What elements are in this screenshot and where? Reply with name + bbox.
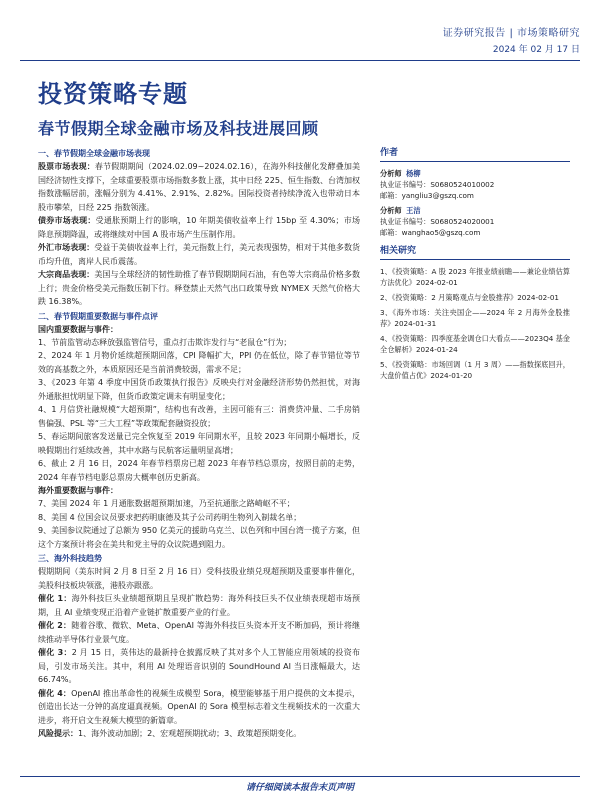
report-header [0, 0, 600, 70]
related-item-1[interactable]: 1、《投资策略：A 股 2023 年报业绩前瞻——兼论业绩估算方法优化》2024-02-01 [380, 267, 570, 287]
subheading-overseas: 海外重要数据与事件： [38, 486, 118, 495]
analyst-2-email[interactable]: 邮箱：wanghao5@gszq.com [380, 228, 481, 237]
domestic-item-2: 2、2024 年 1 月物价延续超预期回落，CPI 降幅扩大，PPI 仍在低位，除了春节错位等节效的高基数之外，本质原因还是当前消费较弱，需求不足； [38, 351, 360, 374]
catalyst-1-lead: 催化 1： [38, 594, 72, 603]
analyst-1-email[interactable]: 邮箱：yangliu3@gszq.com [380, 191, 474, 200]
header-divider [20, 60, 580, 61]
catalyst-4-text: OpenAI 推出革命性的视频生成模型 Sora，模型能够基于用户提供的文本提示，创造出长达一分钟的高度逼真视频。OpenAI 的 Sora 模型标志着文生视频技术的一次重大进步，将开启文生视频大模型的新篇章。 [38, 688, 360, 725]
related-item-2[interactable]: 2、《投资策略：2 月策略观点与金股推荐》2024-02-01 [380, 293, 559, 302]
catalyst-2-text: 随着谷歌、微软、Meta、OpenAI 等海外科技巨头资本开支不断加码，预计将继续推动半导体行业景气度。 [38, 621, 360, 644]
catalyst-2 [38, 619, 360, 646]
report-date: 2024 年 02 月 17 日 [492, 45, 580, 55]
catalyst-4-lead: 催化 4： [38, 688, 72, 698]
section-heading-3: 三、海外科技趋势 [38, 554, 102, 563]
domestic-item-6: 6、截止 2 月 16 日，2024 年春节档票房已超 2023 年春节档总票房，按照目前的走势，2024 年春节档电影总票房大概率创历史新高。 [38, 459, 360, 482]
domestic-item-1: 1、节前监管动态释放强监管信号，重点打击欺诈发行与“老鼠仓”行为； [38, 337, 292, 347]
report-subtitle: 春节假期全球金融市场及科技进展回顾 [38, 119, 319, 138]
lead-fx: 外汇市场表现： [38, 243, 95, 252]
lead-bond: 债券市场表现： [38, 216, 96, 225]
domestic-item-4: 4、1 月信贷社融规模“大超预期”，结构也有改善，主因可能有三：消费贷冲量、二手房销售偏强、PSL 等“三大工程”等政策配套融资投放； [38, 405, 360, 428]
paragraph-bond [38, 214, 360, 241]
catalyst-1-text: 海外科技巨头业绩超预期且呈现扩散趋势：海外科技巨头不仅业绩表现超市场预期，且 AI 业绩变现正沿着产业链扩散重要产业的行业。 [38, 594, 360, 617]
authors-heading: 作者 [380, 148, 570, 162]
overseas-item-8: 8、美国 4 位国会议员要求把药明康德及其子公司药明生物列入制裁名单； [38, 512, 302, 522]
analyst-1-cert: 执业证书编号：S0680524010002 [380, 180, 495, 189]
analyst-2 [380, 205, 570, 238]
analyst-1-name: 杨柳 [406, 169, 421, 178]
analyst-2-name: 王洁 [406, 206, 421, 215]
main-column [38, 146, 360, 741]
catalyst-1 [38, 592, 360, 619]
catalyst-2-lead: 催化 2： [38, 621, 72, 630]
related-item-4[interactable]: 4、《投资策略：四季度基金调仓口大看点——2023Q4 基金全仓解析》2024-01-24 [380, 334, 570, 354]
related-heading: 相关研究 [380, 246, 570, 260]
overseas-item-9: 9、美国参议院通过了总额为 950 亿美元的援助乌克兰、以色列和中国台湾一揽子方案，但这个方案预计将会在美共和党主导的众议院遇到阻力。 [38, 526, 360, 549]
report-title: 投资策略专题 [38, 80, 188, 108]
domestic-item-5: 5、春运期间旅客发送量已完全恢复至 2019 年同期水平，且较 2023 年同期小幅增长，反映假期出行延续改善，其中水路与民航客运量明显高增； [38, 432, 360, 455]
analyst-1 [380, 168, 570, 201]
overseas-item-7: 7、美国 2024 年 1 月通胀数据超预期加速，乃至抗通胀之路崎岖不平； [38, 499, 295, 508]
subheading-domestic: 国内重要数据与事件： [38, 324, 118, 334]
section-heading-2: 二、春节假期重要数据与事件点评 [38, 311, 158, 321]
analyst-2-role: 分析师 [380, 206, 402, 215]
related-item-3[interactable]: 3、《海外市场：关注央国企——2024 年 2 月海外金股推荐》2024-01-31 [380, 308, 570, 328]
paragraph-stock [38, 160, 360, 214]
sidebar [380, 148, 570, 385]
lead-commodity: 大宗商品表现： [38, 270, 95, 279]
doc-type: 证券研究报告 | 市场策略研究 [442, 28, 580, 39]
footer-divider [20, 776, 580, 777]
text-fx: 受益于美债收益率上行，美元指数上行，美元表现强势，相对于其他多数货币均升值，离岸人民币震荡。 [38, 243, 360, 266]
lead-stock: 股票市场表现： [38, 162, 95, 171]
text-bond: 受通胀预期上行的影响，10 年期美债收益率上行 15bp 至 4.30%；市场降息预期降温，或将继续对中国 A 股市场产生压制作用。 [38, 216, 360, 239]
footer-disclaimer: 请仔细阅读本报告末页声明 [245, 783, 354, 793]
paragraph-fx [38, 241, 360, 268]
catalyst-3-lead: 催化 3： [38, 648, 72, 657]
paragraph-commodity [38, 268, 360, 309]
related-item-5[interactable]: 5、《投资策略：市场回调（1 月 3 周）——指数探底回升，大盘价值占优》2024-01-20 [380, 360, 570, 380]
section-heading-1: 一、春节假期全球金融市场表现 [38, 149, 150, 158]
catalyst-3 [38, 646, 360, 687]
text-stock: 春节假期期间（2024.02.09~2024.02.16），在海外科技催化发酵叠加美国经济韧性支撑下，全球重要股票市场指数多数上涨，其中日经 225、恒生指数、台湾加权指数涨幅居前，涨幅分别为 4.41%、2.91%、2.82%。国际投资者持续净流入也带动日本股市攀荣，日经 225 指数领涨。 [38, 162, 360, 212]
risk-text: 1、海外波动加剧；2、宏观超预期扰动；3、政策超预期变化。 [78, 729, 302, 738]
domestic-item-3: 3、《2023 年第 4 季度中国货币政策执行报告》反映央行对金融经济形势仍然担忧，对海外通胀担忧明显下降，但货币政策定调未有明显变化； [38, 378, 360, 401]
risk-warning [38, 727, 360, 741]
analyst-1-role: 分析师 [380, 169, 402, 178]
catalyst-3-text: 2 月 15 日，英伟达的最新持仓披露反映了其对多个人工智能应用领域的投资布局，引发市场关注。其中，利用 AI 处理语音识别的 SoundHound AI 当日涨幅最大，达 66.74%。 [38, 648, 360, 684]
catalyst-4 [38, 687, 360, 728]
risk-lead: 风险提示： [38, 729, 78, 738]
text-commodity: 美国与全球经济的韧性助推了春节假期期间石油，有色等大宗商品价格多数上行；贵金价格受美元指数压制下行。释登禁止天然气出口政策导致 NYMEX 天然气价格大跌 16.38%。 [38, 270, 360, 306]
tech-intro: 假期期间（美东时间 2 月 8 日至 2 月 16 日）受科技股业绩兑现超预期及重要事件催化，美股科技板块领涨，港股亦跟涨。 [38, 567, 360, 590]
analyst-2-cert: 执业证书编号：S0680524020001 [380, 217, 495, 226]
